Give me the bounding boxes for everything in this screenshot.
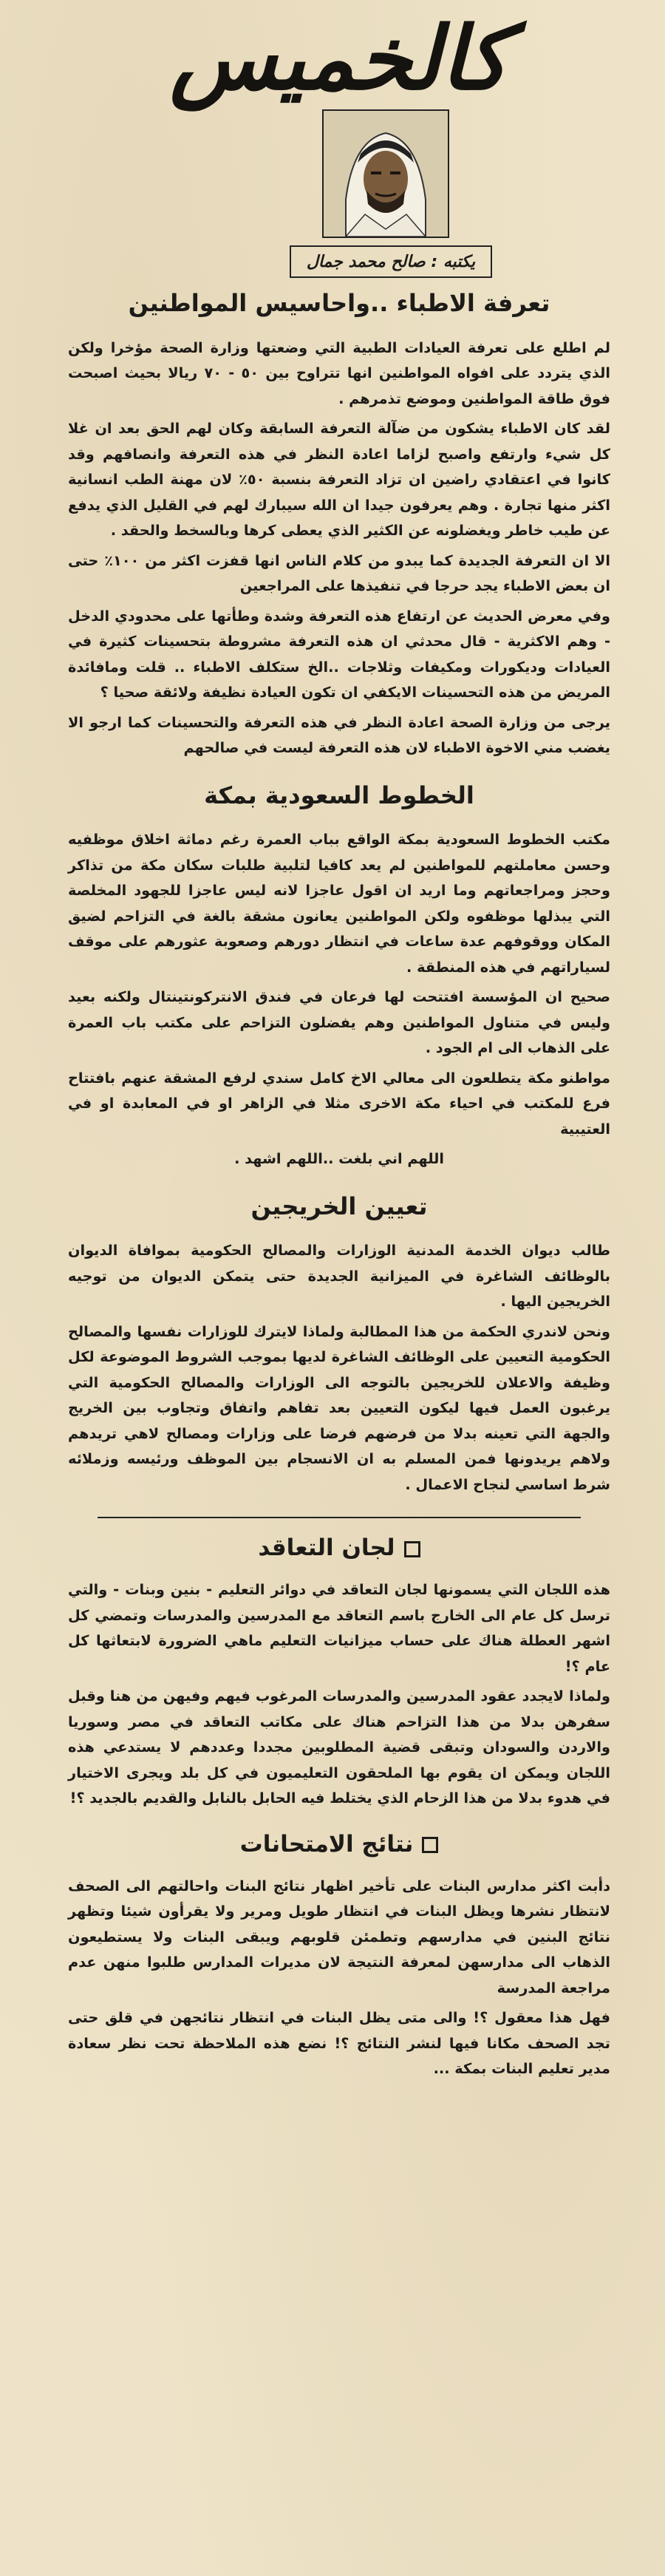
article-saudi-airlines xyxy=(68,781,610,1172)
article-paragraph: لقد كان الاطباء يشكون من ضآلة التعرفة السابقة وكان لهم الحق بعد ان غلا كل شيء وارتفع واصبح لزاما اعادة النظر في هذه التعرفة وانصافهم وقد كانوا في اعتقادي راضين ان تزاد التعرفة بنسبة ٥٠٪ لان مهنة الطب انسانية اكثر منها تجارة . وهم يعرفون جيدا ان الله سيبارك لهم في القليل الذي يدفع عن طيب خاطر ويغضلونه عن الكثير الذي يعطى كرها وبالسخط والحقد . xyxy=(68,420,610,540)
article-headline: الخطوط السعودية بمكة xyxy=(204,781,474,809)
article-headline-text: لجان التعاقد xyxy=(258,1535,395,1562)
article-headline-text: نتائج الامتحانات xyxy=(239,1830,414,1858)
article-headline: تعرفة الاطباء ..واحاسيس المواطنين xyxy=(128,289,550,317)
article-paragraph: مواطنو مكة يتطلعون الى معالي الاخ كامل سندي لرفع المشقة عنهم بافتتاح فرع للمكتب في احياء مكة الاخرى مثلا في الزاهر او في المعابدة او في العتيبية xyxy=(68,1069,610,1138)
article-doctors-fees xyxy=(68,288,610,761)
article-paragraph: الا ان التعرفة الجديدة كما يبدو من كلام الناس انها قفزت اكثر من ١٠٠٪ حتى ان بعض الاطباء يجد حرجا في تنفيذها على المراجعين xyxy=(68,551,610,595)
article-paragraph: دأبت اكثر مدارس البنات على تأخير اظهار نتائج البنات واحالتهم الى الصحف لانتظار نشرها ويظل البنات في انتظار طويل ومرير ولا يقرأون شيئا وتظهر نتائج البنين في مدارسهم وتطمئن قلوبهم ويبقى البنات ولا يستطيعون الذهاب الى مدارسهن لمعرفة النتيجة لان مديرات المدارس طلبوا منهن عدم مراجعة المدرسة xyxy=(68,1877,610,1996)
author-portrait-drawing xyxy=(324,111,448,237)
article-paragraph: ولماذا لايجدد عقود المدرسين والمدرسات المرغوب فيهم وفيهن من هنا وقبل سفرهن بدلا من هذا التزاحم هناك على مكاتب التعاقد في مصر وسوريا والاردن والسودان وتبقى قضية المطلوبين مجددا وعددهم لا يستدعي هذه اللجان ويمكن ان يقوم بها الملحقون التعليميون في كل بلد ويجرى الاختيار في هدوء بدلا من هذا الزحام الذي يختلط فيه الحابل بالنابل والقديم بالجديد ؟! xyxy=(68,1688,610,1807)
box-bullet-icon xyxy=(422,1837,438,1853)
article-paragraph: ونحن لاندري الحكمة من هذا المطالبة ولماذا لايترك للوزارات نفسها والمصالح الحكومية التعيين على الوظائف الشاغرة لديها بموجب الشروط الموضوعة لكل وظيفة والاعلان للخريجين بالتوجه الى الوزارات والمصالح الحكومية التي يرغبون العمل فيها ليكون التعيين بعد تفاهم واتفاق وتجاوب بين الخريج والجهة التي تعينه بدلا من فرضهم فرضا على وزارات ومصالح لاهي تريدهم ولاهم يريدونها فمن المسلم به ان الانسجام بين الموظف ورئيسه وزملائه شرط اساسي لنجاح الاعمال . xyxy=(68,1322,610,1493)
column-name: كالخميس xyxy=(169,7,509,109)
column-masthead xyxy=(68,0,610,288)
section-divider xyxy=(98,1517,581,1518)
article-paragraph: يرجى من وزارة الصحة اعادة النظر في هذه التعرفة والتحسينات كما ارجو الا يغضب مني الاخوة الاطباء لان هذه التعرفة ليست في صالحهم xyxy=(68,713,610,757)
article-paragraph: لم اطلع على تعرفة العيادات الطبية التي وضعتها وزارة الصحة مؤخرا ولكن الذي يتردد على افواه المواطنين انها تتراوح بين ٥٠ - ٧٠ ريالا بحيث اصبحت فوق طاقة المواطنين وموضع تذمرهم . xyxy=(68,339,610,407)
author-portrait xyxy=(322,109,449,238)
article-paragraph: وفي معرض الحديث عن ارتفاع هذه التعرفة وشدة وطأتها على محدودي الدخل - وهم الاكثرية - قال محدثي ان هذه التعرفة مشروطة بتحسينات كثيرة في العيادات وديكورات ومكيفات وثلاجات ..الخ ستكلف الاطباء .. قلت ومافائدة المريض من هذه التحسينات الايكفي ان تكون العيادة نظيفة ولائقة صحيا ؟ xyxy=(68,607,610,701)
article-paragraph: مكتب الخطوط السعودية بمكة الواقع بباب العمرة رغم دماثة اخلاق موظفيه وحسن معاملتهم للمواطنين لم يعد كافيا لتلبية طلبات سكان مكة من تذاكر وحجز ومراجعاتهم وما اريد ان اقول عاجزا لانه ليس عاجزا للجهود المخلصة التي يبذلها موظفوه ولكن المواطنين يعانون مشقة بالغة في التزاحم لضيق المكان ووقوفهم عدة ساعات في انتظار دورهم وصعوبة عثورهم على موقف لسياراتهم في هذه المنطقة . xyxy=(68,831,610,976)
article-closing-line: اللهم اني بلغت ..اللهم اشهد . xyxy=(234,1150,444,1168)
article-headline xyxy=(68,1831,610,1858)
article-paragraph: هذه اللجان التي يسمونها لجان التعاقد في دوائر التعليم - بنين وبنات - والتي ترسل كل عام الى الخارج باسم التعاقد مع المدرسين والمدرسات وتمضي كل اشهر العطلة هناك على حساب ميزانيات التعليم ماهي الضرورة لابتعاثها كل عام ؟! xyxy=(68,1581,610,1675)
box-bullet-icon xyxy=(404,1541,420,1557)
article-paragraph: صحيح ان المؤسسة افتتحت لها فرعان في فندق الانتركونتينتال ولكنه بعيد وليس في متناول المواطنين وهم يفضلون التزاحم على مكتب باب العمرة على الذهاب الى ام الجود . xyxy=(68,988,610,1057)
article-headline xyxy=(68,1535,610,1561)
article-exam-results xyxy=(68,1831,610,2082)
article-contracting-committees xyxy=(68,1535,610,1812)
article-paragraph: طالب ديوان الخدمة المدنية الوزارات والمصالح الحكومية بموافاة الديوان بالوظائف الشاغرة في الميزانية الجديدة حتى يتمكن الديوان من توجيه الخريجين اليها . xyxy=(68,1242,610,1311)
article-graduates-appointment xyxy=(68,1192,610,1498)
article-paragraph: فهل هذا معقول ؟! والى متى يظل البنات في انتظار نتائجهن في قلق حتى تجد الصحف مكانا فيها لنشر النتائج ؟! نضع هذه الملاحظة تحت نظر سعادة مدير تعليم البنات بمكة ... xyxy=(68,2009,610,2078)
article-headline: تعيين الخريجين xyxy=(250,1192,428,1220)
byline: يكتبه : صالح محمد جمال xyxy=(290,245,492,278)
